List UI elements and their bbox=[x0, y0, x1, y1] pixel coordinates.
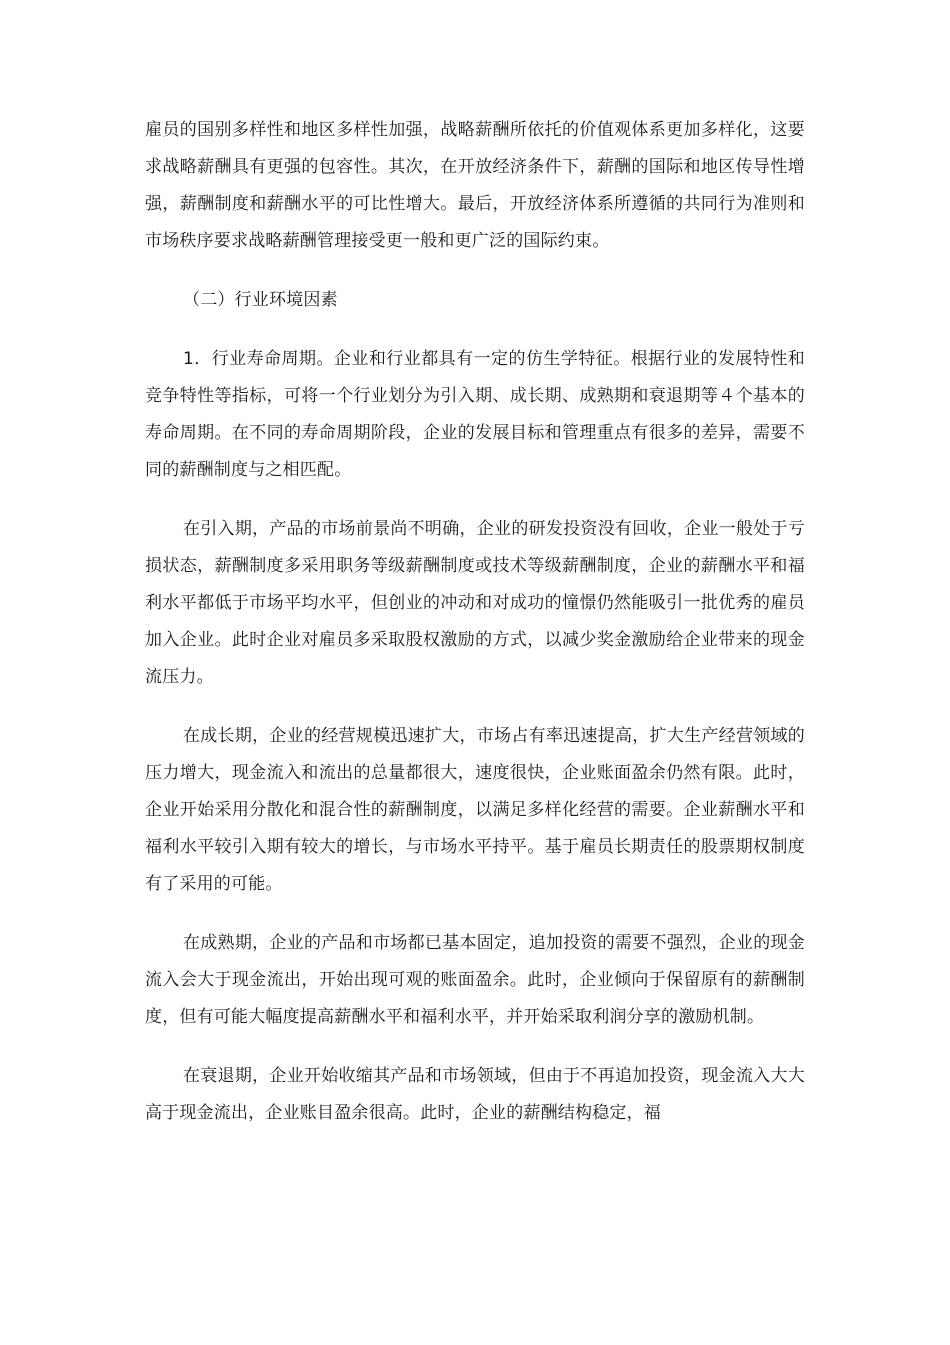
document-body bbox=[145, 112, 805, 1154]
section-heading: （二）行业环境因素 bbox=[183, 290, 338, 310]
paragraph-maturity-stage: 在成熟期，企业的产品和市场都已基本固定，追加投资的需要不强烈，企业的现金流入会大于现金流出，开始出现可观的账面盈余。此时，企业倾向于保留原有的薪酬制度，但有可能大幅度提高薪酬水平和福利水平，并开始采取利润分享的激励机制。 bbox=[145, 933, 805, 1027]
paragraph-lifecycle: 1．行业寿命周期。企业和行业都具有一定的仿生学特征。根据行业的发展特性和竞争特性等指标，可将一个行业划分为引入期、成长期、成熟期和衰退期等４个基本的寿命周期。在不同的寿命周期阶段，企业的发展目标和管理重点有很多的差异，需要不同的薪酬制度与之相匹配。 bbox=[145, 349, 805, 480]
paragraph-decline-stage: 在衰退期，企业开始收缩其产品和市场领域，但由于不再追加投资，现金流入大大高于现金流出，企业账目盈余很高。此时，企业的薪酬结构稳定，福 bbox=[145, 1066, 805, 1123]
paragraph-continuation: 雇员的国别多样性和地区多样性加强，战略薪酬所依托的价值观体系更加多样化，这要求战略薪酬具有更强的包容性。其次，在开放经济条件下，薪酬的国际和地区传导性增强，薪酬制度和薪酬水平的可比性增大。最后，开放经济体系所遵循的共同行为准则和市场秩序要求战略薪酬管理接受更一般和更广泛的国际约束。 bbox=[145, 120, 805, 251]
paragraph-growth-stage: 在成长期，企业的经营规模迅速扩大，市场占有率迅速提高，扩大生产经营领域的压力增大，现金流入和流出的总量都很大，速度很快，企业账面盈余仍然有限。此时，企业开始采用分散化和混合性的薪酬制度，以满足多样化经营的需要。企业薪酬水平和福利水平较引入期有较大的增长，与市场水平持平。基于雇员长期责任的股票期权制度有了采用的可能。 bbox=[145, 726, 805, 894]
paragraph-introduction-stage: 在引入期，产品的市场前景尚不明确，企业的研发投资没有回收，企业一般处于亏损状态，薪酬制度多采用职务等级薪酬制度或技术等级薪酬制度，企业的薪酬水平和福利水平都低于市场平均水平，但创业的冲动和对成功的憧憬仍然能吸引一批优秀的雇员加入企业。此时企业对雇员多采取股权激励的方式，以减少奖金激励给企业带来的现金流压力。 bbox=[145, 519, 805, 687]
